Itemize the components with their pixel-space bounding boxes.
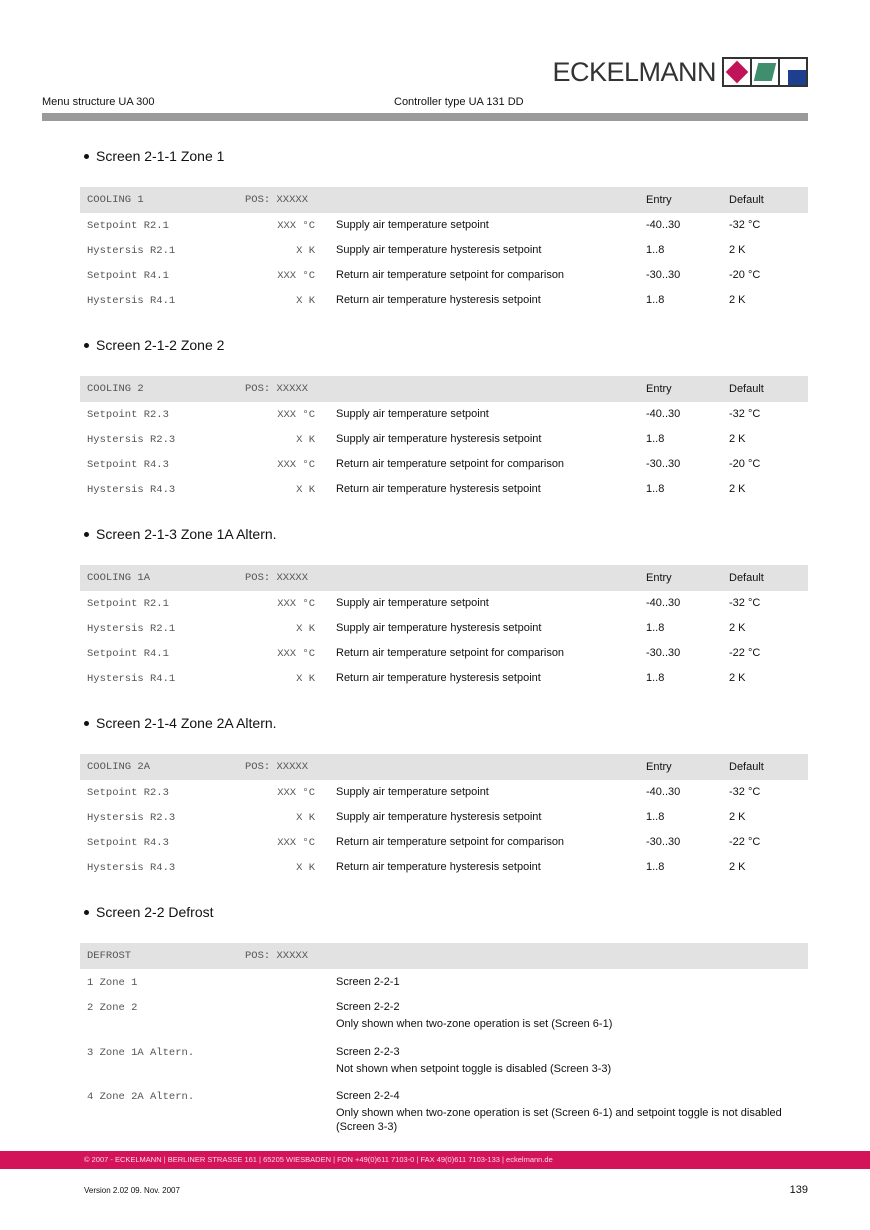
- footer-contact-text: © 2007 - ECKELMANN | BERLINER STRASSE 161 | 65205 WIESBADEN | FON +49(0)611 7103-0 | FAX 49(0)611 7103-133 | eckelmann.de: [84, 1155, 553, 1164]
- table-row: [80, 288, 808, 313]
- parameter-value: X K: [296, 812, 315, 824]
- parameter-default: 2 K: [729, 622, 746, 634]
- section-heading: [84, 904, 214, 920]
- parameter-entry-range: -40..30: [646, 786, 681, 798]
- default-column-header: Default: [729, 761, 764, 773]
- section-heading-text: Screen 2-2 Defrost: [96, 904, 214, 920]
- parameter-name: Hystersis R4.3: [87, 484, 176, 496]
- bullet-icon: [84, 154, 89, 159]
- parameter-name: Hystersis R4.1: [87, 295, 176, 307]
- section-heading-text: Screen 2-1-1 Zone 1: [96, 148, 225, 164]
- section-heading: [84, 148, 224, 164]
- page-number: 139: [789, 1184, 808, 1196]
- bullet-icon: [84, 721, 89, 726]
- menu-item-name: 2 Zone 2: [87, 1002, 138, 1014]
- parameter-name: Setpoint R2.1: [87, 598, 169, 610]
- parameter-value: XXX °C: [277, 220, 315, 232]
- parameter-entry-range: -40..30: [646, 597, 681, 609]
- logo-mark-icon: [722, 57, 808, 87]
- parameter-name: Setpoint R2.3: [87, 409, 169, 421]
- parameter-name: Hystersis R2.1: [87, 623, 176, 635]
- parameter-name: Hystersis R4.3: [87, 862, 176, 874]
- table-header-row: [80, 943, 808, 969]
- parameter-value: XXX °C: [277, 837, 315, 849]
- parameter-value: X K: [296, 623, 315, 635]
- section-heading-text: Screen 2-1-3 Zone 1A Altern.: [96, 526, 277, 542]
- parameter-default: -32 °C: [729, 786, 761, 798]
- section-heading-text: Screen 2-1-2 Zone 2: [96, 337, 225, 353]
- entry-column-header: Entry: [646, 383, 672, 395]
- table-row: [80, 994, 808, 1039]
- parameter-entry-range: -30..30: [646, 458, 681, 470]
- menu-item-target: Screen 2-2-3: [336, 1046, 400, 1058]
- parameter-value: X K: [296, 484, 315, 496]
- menu-item-target: Screen 2-2-1: [336, 976, 400, 988]
- table-row: [80, 855, 808, 880]
- parameter-description: Return air temperature hysteresis setpoint: [336, 672, 541, 684]
- table-row: [80, 969, 808, 994]
- section-heading: [84, 526, 277, 542]
- table-row: [80, 616, 808, 641]
- header-document-title: Menu structure UA 300: [42, 96, 155, 108]
- screen-title: COOLING 2: [87, 383, 144, 395]
- parameter-description: Return air temperature setpoint for comparison: [336, 647, 565, 659]
- parameter-name: Hystersis R2.1: [87, 245, 176, 257]
- parameter-description: Supply air temperature setpoint: [336, 597, 489, 609]
- parameter-name: Setpoint R2.3: [87, 787, 169, 799]
- parameter-name: Hystersis R2.3: [87, 434, 176, 446]
- table-row: [80, 402, 808, 427]
- header-rule: [42, 113, 808, 121]
- parameter-name: Setpoint R4.3: [87, 837, 169, 849]
- bullet-icon: [84, 532, 89, 537]
- menu-item-details: [336, 1089, 806, 1137]
- screen-position: POS: XXXXX: [245, 950, 309, 962]
- bullet-icon: [84, 910, 89, 915]
- parameter-default: 2 K: [729, 294, 746, 306]
- parameter-description: Return air temperature hysteresis setpoint: [336, 483, 541, 495]
- parameter-value: X K: [296, 245, 315, 257]
- table-row: [80, 805, 808, 830]
- entry-column-header: Entry: [646, 761, 672, 773]
- parameter-description: Supply air temperature setpoint: [336, 219, 489, 231]
- table-row: [80, 641, 808, 666]
- parameter-default: -22 °C: [729, 836, 761, 848]
- parameter-name: Hystersis R4.1: [87, 673, 176, 685]
- entry-column-header: Entry: [646, 572, 672, 584]
- header-controller-type: Controller type UA 131 DD: [394, 96, 524, 108]
- parameter-entry-range: 1..8: [646, 483, 665, 495]
- screen-position: POS: XXXXX: [245, 383, 309, 395]
- screen-position: POS: XXXXX: [245, 572, 309, 584]
- table-row: [80, 263, 808, 288]
- parameter-name: Hystersis R2.3: [87, 812, 176, 824]
- parameter-description: Supply air temperature hysteresis setpoint: [336, 622, 542, 634]
- screen-title: COOLING 1A: [87, 572, 151, 584]
- parameter-default: 2 K: [729, 672, 746, 684]
- parameter-default: -20 °C: [729, 458, 761, 470]
- menu-item-target: Screen 2-2-4: [336, 1090, 400, 1102]
- default-column-header: Default: [729, 572, 764, 584]
- screen-title: DEFROST: [87, 950, 132, 962]
- parameter-entry-range: 1..8: [646, 433, 665, 445]
- parameter-description: Supply air temperature hysteresis setpoint: [336, 433, 542, 445]
- menu-item-name: 1 Zone 1: [87, 977, 138, 989]
- parameter-description: Supply air temperature setpoint: [336, 408, 489, 420]
- table-row: [80, 830, 808, 855]
- table-row: [80, 427, 808, 452]
- parameter-default: 2 K: [729, 811, 746, 823]
- table-row: [80, 238, 808, 263]
- screen-position: POS: XXXXX: [245, 194, 309, 206]
- parameter-default: -22 °C: [729, 647, 761, 659]
- parameter-value: X K: [296, 434, 315, 446]
- parameter-value: XXX °C: [277, 459, 315, 471]
- parameter-entry-range: -40..30: [646, 408, 681, 420]
- parameter-value: XXX °C: [277, 598, 315, 610]
- parameter-entry-range: -30..30: [646, 269, 681, 281]
- table-row: [80, 780, 808, 805]
- table-row: [80, 591, 808, 616]
- parameter-default: -32 °C: [729, 597, 761, 609]
- screen-title: COOLING 1: [87, 194, 144, 206]
- parameter-description: Return air temperature setpoint for comparison: [336, 836, 565, 848]
- parameter-value: XXX °C: [277, 409, 315, 421]
- menu-item-name: 3 Zone 1A Altern.: [87, 1047, 195, 1059]
- menu-item-name: 4 Zone 2A Altern.: [87, 1091, 195, 1103]
- menu-item-note: Only shown when two-zone operation is set (Screen 6-1): [336, 1018, 613, 1030]
- parameter-name: Setpoint R4.1: [87, 648, 169, 660]
- menu-item-note: Only shown when two-zone operation is set (Screen 6-1) and setpoint toggle is not disabled (Screen 3-3): [336, 1107, 782, 1133]
- parameter-value: X K: [296, 862, 315, 874]
- parameter-entry-range: 1..8: [646, 294, 665, 306]
- parameter-value: XXX °C: [277, 648, 315, 660]
- parameter-value: XXX °C: [277, 787, 315, 799]
- section-heading-text: Screen 2-1-4 Zone 2A Altern.: [96, 715, 277, 731]
- parameter-description: Return air temperature hysteresis setpoint: [336, 294, 541, 306]
- parameter-entry-range: 1..8: [646, 622, 665, 634]
- parameter-description: Supply air temperature hysteresis setpoint: [336, 244, 542, 256]
- parameter-entry-range: 1..8: [646, 244, 665, 256]
- parameter-default: 2 K: [729, 861, 746, 873]
- parameter-value: XXX °C: [277, 270, 315, 282]
- table-row: [80, 666, 808, 691]
- version-info: Version 2.02 09. Nov. 2007: [84, 1186, 180, 1195]
- defrost-table: [80, 943, 808, 1138]
- eckelmann-logo: [552, 57, 808, 87]
- parameter-default: -32 °C: [729, 408, 761, 420]
- parameter-value: X K: [296, 295, 315, 307]
- table-header-row: [80, 376, 808, 402]
- parameter-default: 2 K: [729, 483, 746, 495]
- parameter-value: X K: [296, 673, 315, 685]
- screen-position: POS: XXXXX: [245, 761, 309, 773]
- parameter-entry-range: -30..30: [646, 647, 681, 659]
- menu-item-details: [336, 1000, 806, 1034]
- parameter-entry-range: -40..30: [646, 219, 681, 231]
- parameter-table: [80, 376, 808, 502]
- parameter-name: Setpoint R4.1: [87, 270, 169, 282]
- logo-wordmark: ECKELMANN: [552, 56, 716, 87]
- table-header-row: [80, 754, 808, 780]
- parameter-entry-range: 1..8: [646, 811, 665, 823]
- footer-contact-band: [0, 1151, 870, 1169]
- section-heading: [84, 337, 224, 353]
- parameter-description: Return air temperature setpoint for comparison: [336, 458, 565, 470]
- parameter-description: Return air temperature setpoint for comparison: [336, 269, 565, 281]
- parameter-table: [80, 565, 808, 691]
- table-row: [80, 1083, 808, 1138]
- parameter-default: 2 K: [729, 433, 746, 445]
- table-header-row: [80, 187, 808, 213]
- table-row: [80, 477, 808, 502]
- parameter-default: -32 °C: [729, 219, 761, 231]
- screen-title: COOLING 2A: [87, 761, 151, 773]
- parameter-description: Return air temperature hysteresis setpoint: [336, 861, 541, 873]
- parameter-entry-range: 1..8: [646, 861, 665, 873]
- parameter-default: -20 °C: [729, 269, 761, 281]
- table-header-row: [80, 565, 808, 591]
- parameter-description: Supply air temperature setpoint: [336, 786, 489, 798]
- parameter-entry-range: 1..8: [646, 672, 665, 684]
- section-heading: [84, 715, 277, 731]
- parameter-entry-range: -30..30: [646, 836, 681, 848]
- menu-item-details: [336, 1045, 806, 1079]
- parameter-table: [80, 754, 808, 880]
- table-row: [80, 1039, 808, 1083]
- parameter-name: Setpoint R4.3: [87, 459, 169, 471]
- parameter-default: 2 K: [729, 244, 746, 256]
- menu-item-details: [336, 975, 806, 992]
- parameter-table: [80, 187, 808, 313]
- entry-column-header: Entry: [646, 194, 672, 206]
- default-column-header: Default: [729, 194, 764, 206]
- default-column-header: Default: [729, 383, 764, 395]
- table-row: [80, 452, 808, 477]
- menu-item-note: Not shown when setpoint toggle is disabled (Screen 3-3): [336, 1063, 612, 1075]
- parameter-description: Supply air temperature hysteresis setpoint: [336, 811, 542, 823]
- bullet-icon: [84, 343, 89, 348]
- parameter-name: Setpoint R2.1: [87, 220, 169, 232]
- table-row: [80, 213, 808, 238]
- menu-item-target: Screen 2-2-2: [336, 1001, 400, 1013]
